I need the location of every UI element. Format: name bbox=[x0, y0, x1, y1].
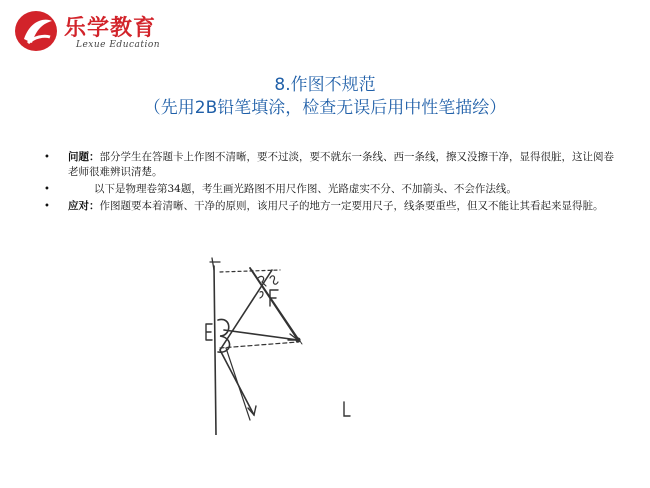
hand-drawn-ray-diagram bbox=[180, 240, 380, 435]
page-subtitle: （先用2B铅笔填涂，检查无误后用中性笔描绘） bbox=[143, 98, 507, 118]
bullet-item-example bbox=[44, 182, 614, 197]
bullet-dot: • bbox=[44, 201, 50, 212]
logo-mark-icon bbox=[14, 9, 60, 53]
logo bbox=[14, 9, 194, 53]
logo-name-cn: 乐学教育 bbox=[64, 16, 157, 41]
bullet-item-problem bbox=[44, 150, 614, 180]
bullet-text: 以下是物理卷第34题，考生画光路图不用尺作图、光路虚实不分、不加箭头、不会作法线。 bbox=[94, 183, 517, 195]
bullet-dot: • bbox=[44, 152, 50, 163]
bullet-text: 作图题要本着清晰、干净的原则，该用尺子的地方一定要用尺子，线条要重些，但又不能让其看起来显得脏。 bbox=[99, 200, 604, 212]
page-title: 8.作图不规范 bbox=[274, 75, 376, 95]
bullet-item-response bbox=[44, 199, 614, 214]
bullet-list bbox=[44, 150, 614, 216]
bullet-lead: 问题： bbox=[68, 151, 100, 163]
bullet-dot: • bbox=[44, 184, 50, 195]
bullet-lead: 应对： bbox=[68, 200, 100, 212]
bullet-text: 部分学生在答题卡上作图不清晰，要不过淡，要不就东一条线、西一条线，擦又没擦干净，显得很脏，这让阅卷老师很难辨识清楚。 bbox=[68, 151, 614, 178]
logo-name-en: Lexue Education bbox=[76, 40, 161, 50]
